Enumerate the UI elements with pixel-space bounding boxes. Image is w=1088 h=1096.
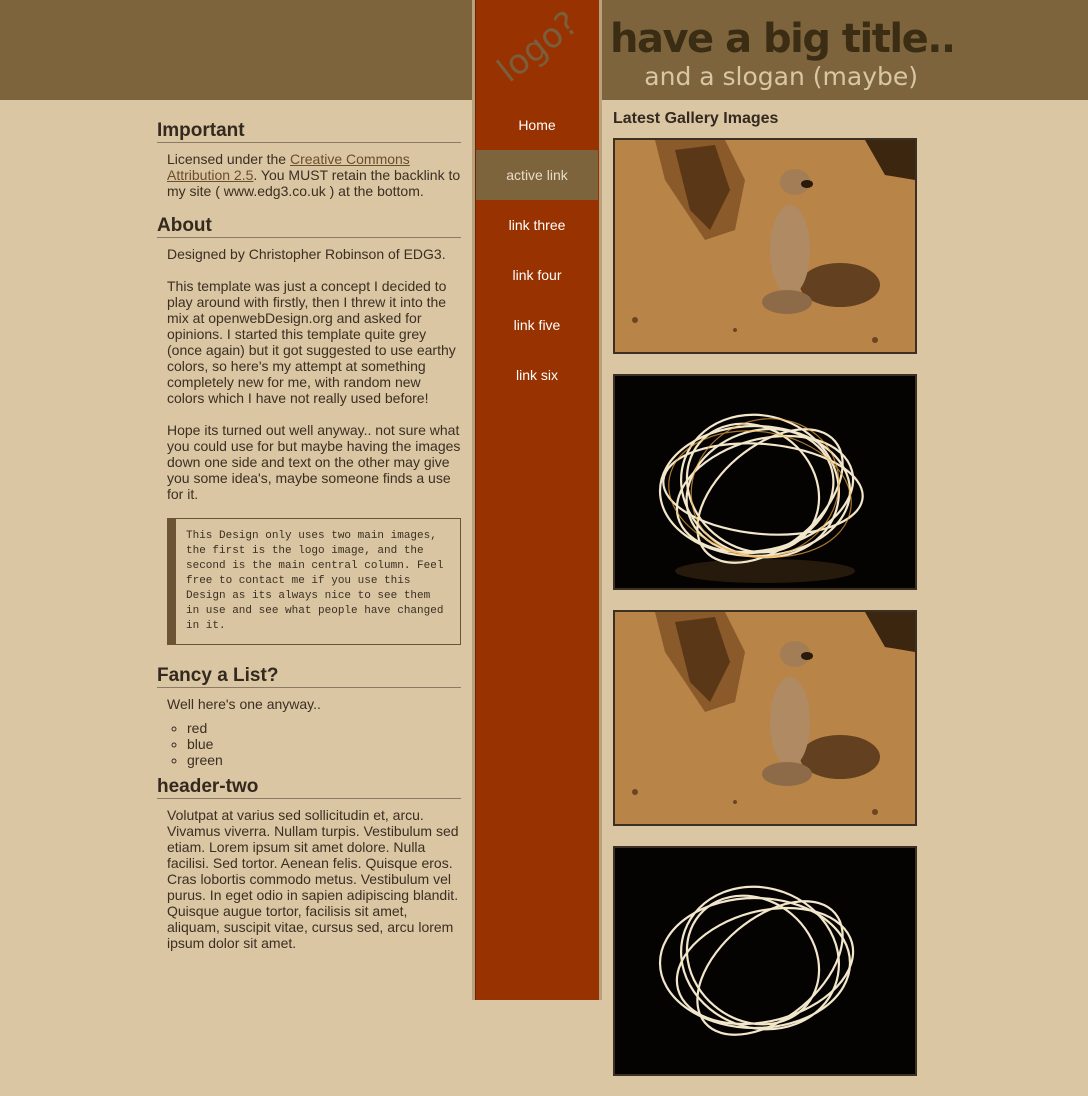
- license-paragraph: [167, 151, 461, 199]
- nav-link-four[interactable]: link four: [512, 267, 562, 283]
- list-intro: Well here's one anyway..: [167, 696, 321, 712]
- nav-link-home[interactable]: Home: [518, 117, 556, 133]
- fire-spin-icon: [615, 848, 915, 1074]
- license-text-post: . You MUST retain the backlink to my site ( www.edg3.co.uk ) at the bottom.: [167, 167, 461, 199]
- creative-commons-link[interactable]: Creative Commons Attribution 2.5: [167, 151, 410, 183]
- main-nav: [476, 100, 598, 400]
- about-heading: About: [157, 215, 461, 238]
- list-section: [157, 688, 461, 768]
- gallery-image-meerkat[interactable]: [613, 138, 917, 354]
- list-item: ◦ green: [187, 752, 461, 768]
- column-divider-right: [599, 0, 602, 1000]
- fire-spin-icon: [615, 376, 915, 590]
- header-two-section: [157, 799, 461, 951]
- nav-link-three[interactable]: link three: [508, 217, 566, 233]
- site-slogan: and a slogan (maybe): [644, 62, 918, 91]
- nav-link-six[interactable]: link six: [515, 367, 558, 383]
- color-list: [167, 720, 461, 768]
- about-paragraph-2: This template was just a concept I decided to play around with firstly, then I threw it into the mix at openwebDesign.org and asked for opinions. I started this template quite grey (once again) but it got suggested to use earthy colors, so here's my attempt at something completely new for me, with random new colors which I have not really used before!: [167, 278, 456, 406]
- nav-link-active[interactable]: active link: [476, 150, 598, 200]
- license-text-pre: Licensed under the: [167, 151, 290, 167]
- left-content: [157, 120, 461, 967]
- nav-link-five[interactable]: link five: [513, 317, 561, 333]
- about-paragraph-1: Designed by Christopher Robinson of EDG3.: [167, 246, 446, 262]
- important-section: [157, 143, 461, 199]
- meerkat-icon: [615, 612, 915, 824]
- about-paragraph-3: Hope its turned out well anyway.. not sure what you could use for but maybe having the images down one side and text on the other may give you some idea's, maybe someone finds a use for it.: [167, 422, 461, 502]
- gallery-image-meerkat[interactable]: [613, 610, 917, 826]
- header-two-paragraph: Volutpat at varius sed sollicitudin et, arcu. Vivamus viverra. Nullam turpis. Vestibulum sed etiam. Lorem ipsum sit amet dolore. Nulla facilisi. Sed tortor. Aenean felis. Quisque eros. Cras lobortis commodo metus. Vestibulum vel purus. In eget odio in sapien adipiscing blandit. Quisque augue tortor, facilisis sit amet, aliquam, suscipit vitae, cursus sed, arcu lorem ipsum dolor sit amet.: [167, 807, 459, 951]
- about-section: [157, 238, 461, 502]
- site-title: have a big title..: [610, 16, 955, 62]
- gallery-image-fire[interactable]: [613, 846, 917, 1076]
- gallery-heading: Latest Gallery Images: [613, 110, 779, 127]
- gallery-image-fire[interactable]: [613, 374, 917, 590]
- meerkat-icon: [615, 140, 915, 352]
- list-heading: Fancy a List?: [157, 665, 461, 688]
- important-heading: Important: [157, 120, 461, 143]
- header-two-heading: header-two: [157, 776, 461, 799]
- design-note-box: This Design only uses two main images, the first is the logo image, and the second is the main central column. Feel free to contact me if you use this Design as its always nice to see them in use and see what people have changed in it.: [167, 518, 461, 645]
- gallery-section: [613, 110, 933, 1096]
- site-logo[interactable]: logo?: [489, 3, 587, 91]
- list-item: ◦ blue: [187, 736, 461, 752]
- list-item: ◦ red: [187, 720, 461, 736]
